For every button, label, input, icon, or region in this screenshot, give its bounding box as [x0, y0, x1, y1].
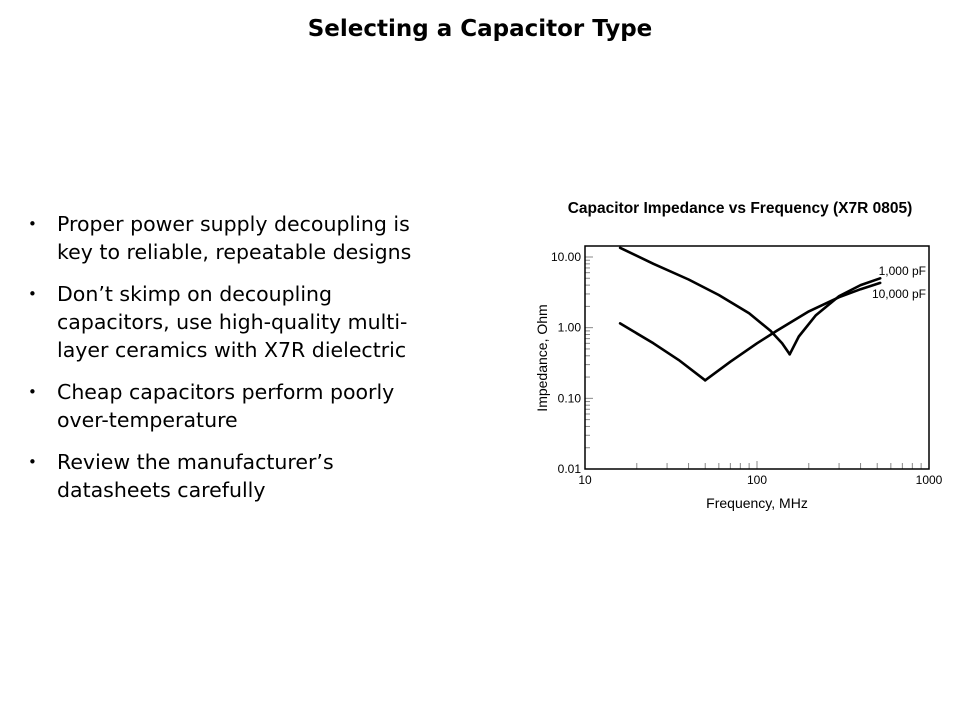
series-line [620, 248, 790, 354]
series-curves [620, 248, 880, 380]
y-tick-label: 0.01 [557, 462, 581, 476]
y-tick-label: 1.00 [557, 320, 581, 335]
bullet-item [28, 448, 478, 504]
series-line [790, 278, 881, 354]
bullet-line: Proper power supply decoupling is [57, 212, 410, 236]
axis-labels [534, 250, 943, 511]
bullet-item [28, 378, 478, 434]
bullet-line: Review the manufacturer’s [57, 450, 334, 474]
bullet-line: key to reliable, repeatable designs [57, 240, 412, 264]
y-axis-label: Impedance, Ohm [534, 304, 550, 412]
series-label-1000pf: 1,000 pF [878, 264, 926, 278]
bullet-icon: • [28, 285, 37, 303]
series-label-10000pf: 10,000 pF [871, 287, 926, 301]
bullet-line: capacitors, use high-quality multi- [57, 310, 408, 334]
bullet-icon: • [28, 453, 37, 471]
y-tick-label: 10.00 [550, 250, 581, 264]
x-axis-label: Frequency, MHz [706, 495, 808, 511]
x-tick-label: 100 [746, 473, 768, 487]
plot-frame [585, 246, 929, 469]
bullet-line: Cheap capacitors perform poorly [57, 380, 395, 404]
axis-ticks [585, 257, 921, 469]
bullet-line: Don’t skimp on decoupling [57, 282, 333, 306]
bullet-item [28, 210, 478, 266]
series-line [620, 323, 705, 380]
slide-title: Selecting a Capacitor Type [307, 16, 653, 42]
bullet-list [28, 210, 478, 518]
bullet-line: over-temperature [57, 408, 238, 432]
bullet-line: layer ceramics with X7R dielectric [57, 338, 407, 362]
series-line [705, 283, 880, 380]
bullet-icon: • [28, 215, 37, 233]
chart-title: Capacitor Impedance vs Frequency (X7R 0805) [567, 200, 913, 217]
y-tick-label: 0.10 [557, 391, 581, 406]
bullet-icon: • [28, 383, 37, 401]
bullet-item [28, 280, 478, 364]
x-tick-label: 10 [578, 473, 592, 487]
x-tick-label: 1000 [915, 473, 943, 487]
bullet-line: datasheets carefully [57, 478, 266, 502]
